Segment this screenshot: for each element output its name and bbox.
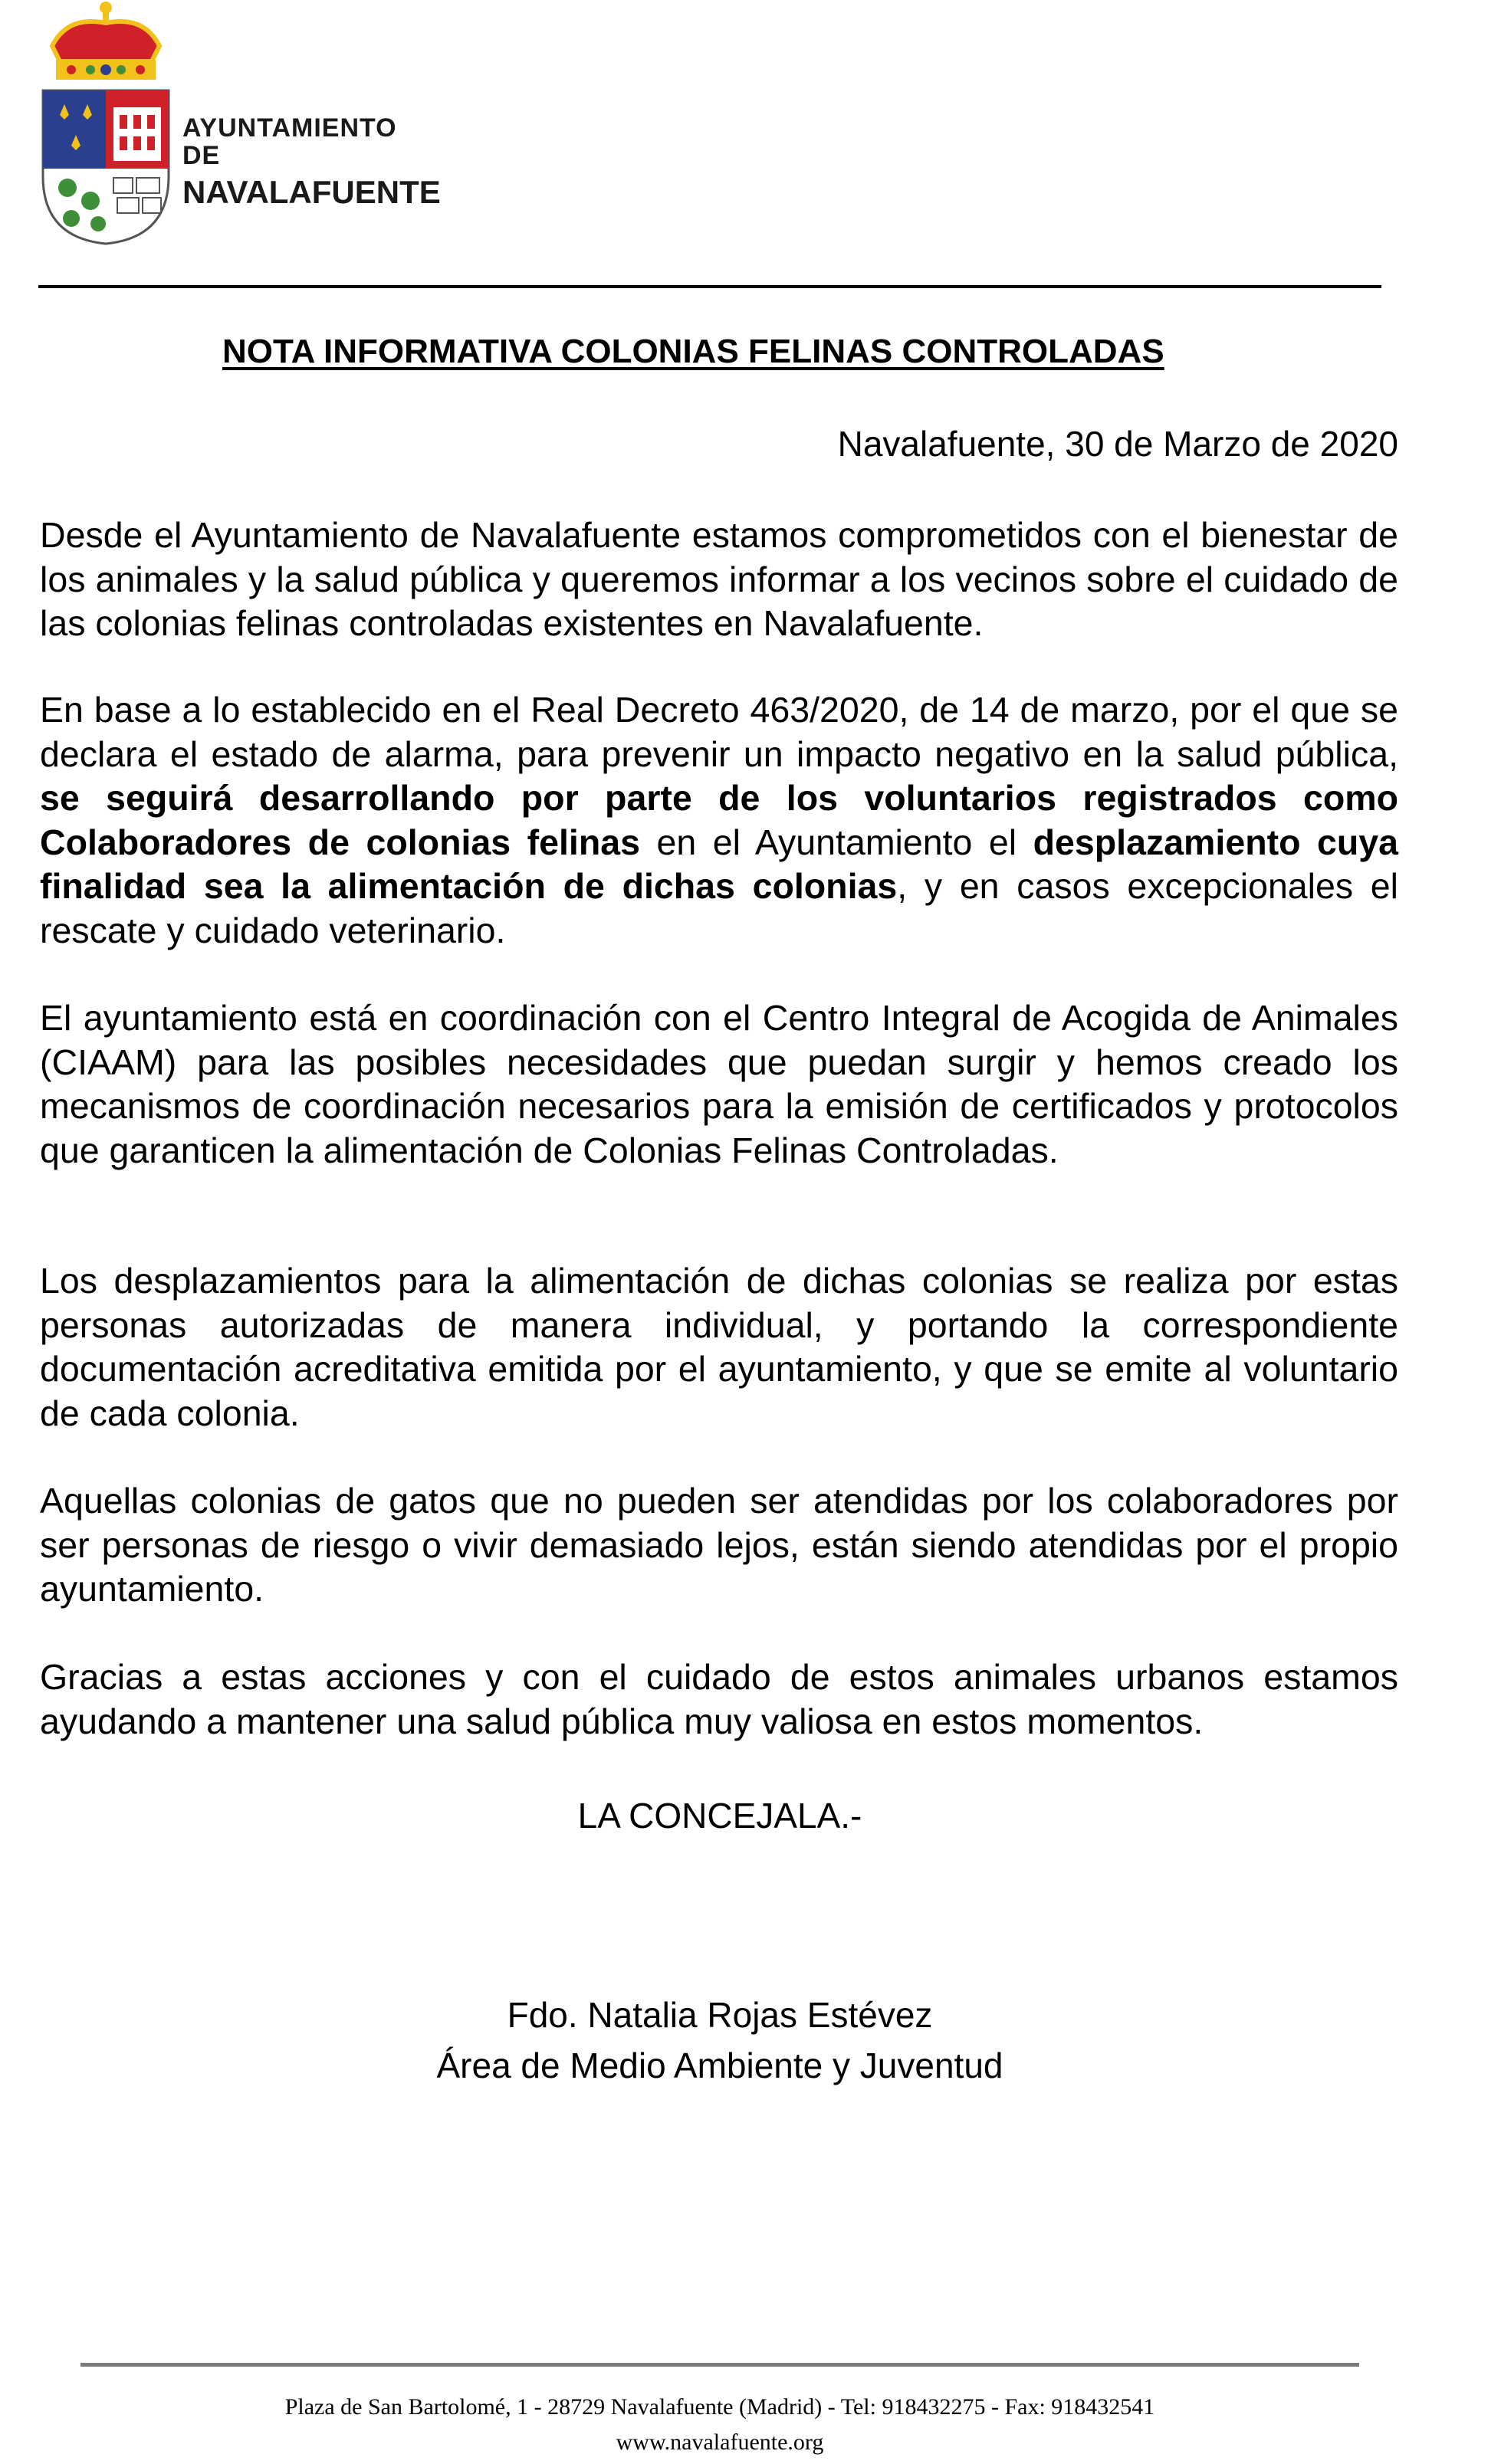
footer-divider: [80, 2363, 1359, 2367]
municipal-logo: [37, 0, 441, 253]
logo-line-1: AYUNTAMIENTO DE: [182, 113, 397, 170]
logo-line-2: NAVALAFUENTE: [182, 174, 441, 211]
document-date: Navalafuente, 30 de Marzo de 2020: [837, 424, 1398, 464]
paragraph-travel: Los desplazamientos para la alimentación de dichas colonias se realiza por estas personas autorizadas de manera individual, y portando la correspondiente documentación acreditativa emitida por el ayuntamiento, y que se emite al voluntario de cada colonia.: [40, 1261, 1398, 1433]
paragraph-thanks: Gracias a estas acciones y con el cuidado de estos animales urbanos estamos ayudando a mantener una salud pública muy valiosa en estos momentos.: [40, 1657, 1398, 1741]
paragraph-decree-text-2: en el Ayuntamiento el: [639, 822, 1033, 862]
paragraph-intro: Desde el Ayuntamiento de Navalafuente estamos comprometidos con el bienestar de los animales y la salud pública y queremos informar a los vecinos sobre el cuidado de las colonias felinas controladas existentes en Navalafuente.: [40, 515, 1398, 643]
footer-address: Plaza de San Bartolomé, 1 - 28729 Navalafuente (Madrid) - Tel: 918432275 - Fax: 918432541: [284, 2394, 1155, 2420]
paragraph-decree-text-1: En base a lo establecido en el Real Decreto 463/2020, de 14 de marzo, por el que se declara el estado de alarma, para prevenir un impacto negativo en la salud pública,: [40, 690, 1398, 774]
logo-text: [182, 115, 441, 209]
paragraph-decree: [40, 688, 1398, 953]
signature-department: Área de Medio Ambiente y Juventud: [436, 2046, 1003, 2085]
paragraph-decree-text-3: , y en casos excepcionales el rescate y cuidado veterinario.: [40, 866, 1399, 950]
signature-title: LA CONCEJALA.-: [577, 1796, 862, 1836]
signature-name: Fdo. Natalia Rojas Estévez: [507, 1995, 933, 2035]
paragraph-decree-bold-2: desplazamiento cuya finalidad sea la alimentación de dichas colonias: [40, 822, 1398, 906]
footer-website: www.navalafuente.org: [616, 2430, 824, 2455]
coat-of-arms-icon: [37, 0, 175, 253]
paragraph-unattended-colonies: Aquellas colonias de gatos que no pueden ser atendidas por los colaboradores por ser personas de riesgo o vivir demasiado lejos, están siendo atendidas por el propio ayuntamiento.: [40, 1481, 1398, 1609]
paragraph-decree-bold-1: se seguirá desarrollando por parte de los voluntarios registrados como Colaboradores de colonias felinas: [40, 778, 1398, 862]
header-divider: [38, 285, 1381, 288]
paragraph-coordination: El ayuntamiento está en coordinación con el Centro Integral de Acogida de Animales (CIAAM) para las posibles necesidades que puedan surgir y hemos creado los mecanismos de coordinación necesarios para la emisión de certificados y protocolos que garanticen la alimentación de Colonias Felinas Controladas.: [40, 998, 1398, 1170]
document-title: NOTA INFORMATIVA COLONIAS FELINAS CONTROLADAS: [222, 333, 1164, 370]
